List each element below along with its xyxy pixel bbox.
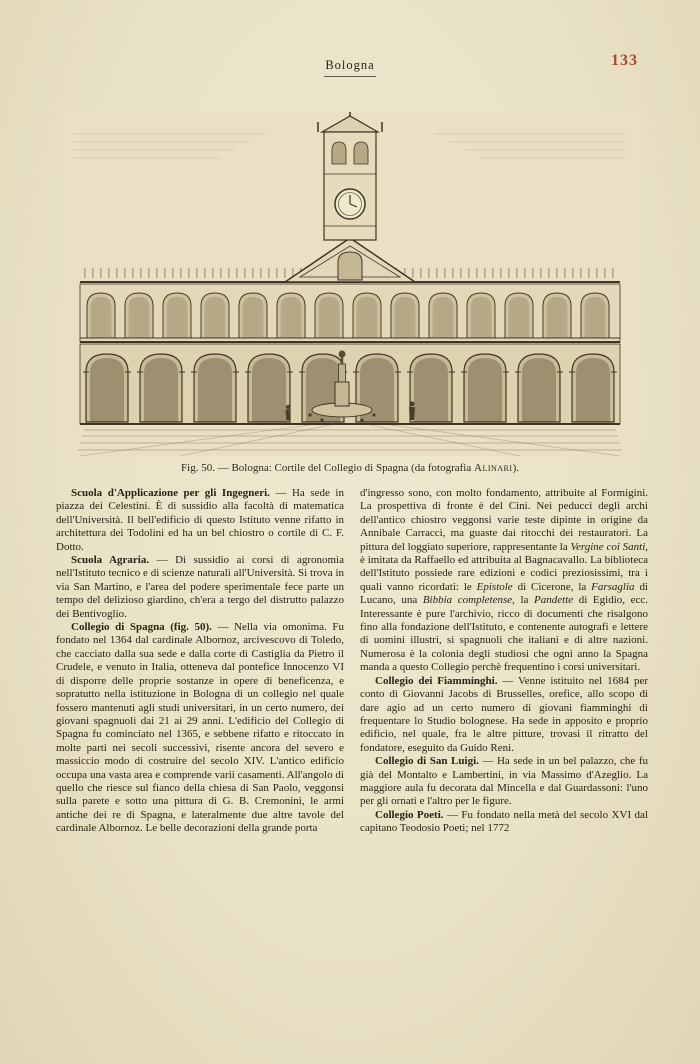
right-column — [360, 487, 648, 836]
body-text: — Di sussidio ai corsi di agronomia nell'Istituto tecnico e di scienze naturali all'Università. Si trova in via San Martino, e l'area del podere sperimentale fece parte un tempo del delizioso giardino, ch'era a tergo del distrutto palazzo dei Bentivoglio. — [56, 554, 344, 620]
section-heading: Collegio dei Fiamminghi. — [375, 674, 503, 687]
body-text: di Cicerone, la — [512, 580, 592, 593]
text-block — [56, 487, 648, 836]
paragraph — [56, 621, 344, 836]
running-head-title: Bologna — [325, 58, 375, 72]
section-heading: Scuola d'Applicazione per gli Ingegneri. — [71, 487, 276, 499]
left-column — [56, 487, 344, 836]
section-heading: Collegio di San Luigi. — [375, 755, 483, 768]
section-heading: Collegio di Spagna (fig. 50). — [71, 621, 218, 634]
paragraph — [56, 487, 344, 554]
section-heading: Scuola Agraria. — [71, 554, 157, 567]
body-text: — Ha sede in piazza dei Celestini. È di sussidio alla facoltà di matematica dell'Università. Il bell'edificio di questo Istituto venne rifatto in architettura dei Todolini ed ha un bel chiostro o cortile di C. F. Dotto. — [56, 487, 344, 553]
running-head — [0, 58, 700, 77]
header-rule — [324, 76, 376, 77]
italic-text: Bibbia completense — [422, 594, 513, 607]
paragraph — [56, 554, 344, 621]
clock-tower — [318, 112, 382, 240]
italic-text: Vergine coi Santi — [570, 540, 646, 553]
body-text: , è imitata da Raffaello ed attribuita al Bagnacavallo. La biblioteca dell'Istituto possiede rare edizioni e codici preziosissimi, tra i quali vanno ricordati: le — [360, 540, 649, 593]
caption-end: ). — [512, 462, 519, 474]
body-text: — Venne istituito nel 1684 per conto di Giovanni Jacobs di Brusselles, orefice, allo scopo di dare agio ad un certo numero di giovani fiamminghi di frequentare lo Studio bolognese. Ha sede in apposito e proprio edificio, nel quale, fra le altre pitture, trovasi il ritratto del fondatore, eseguito da Guido Reni. — [360, 674, 648, 754]
figure — [60, 112, 640, 456]
body-text: d'ingresso sono, con molto fondamento, attribuite al Formigini. La prospettiva di fronte è del Cini. Nei peducci degli archi dell'antico chiostro veggonsi varie teste dipinte in origine da Annibale Carracci, ma guaste dai ritocchi dei restauratori. La pittura del loggiato superiore, rappresentante la — [360, 487, 648, 553]
body-text: di Egidio, ecc. Interessante è pure l'archivio, ricco di documenti che risalgono fino alla fondazione dell'Istituto, e contenente autografi e lettere di uomini illustri, si spagnuoli che italiani e di altre nazioni. Numerosa è la colonia degli studiosi che ogni anno la Spagna manda a questo Collegio perchè frequentino i corsi universitari. — [360, 594, 648, 674]
page-number: 133 — [611, 52, 638, 69]
body-text: , la — [512, 594, 535, 607]
paragraph — [360, 809, 648, 836]
body-text: — Ha sede in un bel palazzo, che fu già del Montalto e Lambertini, in via Massimo d'Azeglio. La maggiore aula fu decorata dal Mincella e dal Guardassoni: l'uno per gli ornati e l'altro per le figure. — [360, 755, 648, 808]
body-text: — Nella via omonima. Fu fondato nel 1364 dal cardinale Albornoz, arcivescovo di Toledo, che cacciato dalla sua sede e dalla corte di Castiglia da Pietro il Crudele, e venuto in Italia, otteneva dal pontefice Innocenzo VI di disporre delle proprie sostanze in opere di beneficenza, e sopratutto nella istituzione in Bologna di un collegio nel quale fossero mantenuti agli studi universitari, in un certo numero, dei giovani spagnuoli dai 21 ai 29 anni. L'edificio del Collegio di Spagna fu cominciato nel 1365, e sebbene rifatto e ritoccato in molte parti nei secoli successivi, risente ancora del severo e massiccio modo di costruire del secolo XIV. L'antico edificio occupa una vasta area e comprende varii casamenti. All'angolo di quello che riesce sul fianco della chiesa di San Paolo, veggonsi sulla parete e sotto una pittura di G. B. Cremonini, le armi antiche dei re di Spagna, e lateralmente due altre tavole del cardinale Albornoz. Le belle decorazioni della grande porta — [56, 621, 344, 835]
paragraph — [360, 675, 648, 755]
section-heading: Collegio Poeti. — [375, 808, 447, 821]
body-text: — Fu fondato nella metà del secolo XVI dal capitano Teodosio Poeti; nel 1772 — [360, 808, 648, 835]
italic-text: Pandette — [534, 594, 574, 607]
figure-caption — [0, 462, 700, 474]
paragraph — [360, 487, 648, 675]
body-text: di Lucano, una — [360, 580, 648, 607]
italic-text: Farsaglia — [591, 580, 635, 593]
caption-photographer: Alinari — [474, 462, 513, 474]
caption-text: Fig. 50. — Bologna: Cortile del Collegio di Spagna (da fotografia — [181, 462, 474, 474]
paragraph — [360, 755, 648, 809]
courtyard-engraving — [60, 112, 640, 456]
italic-text: Epistole — [476, 580, 513, 593]
